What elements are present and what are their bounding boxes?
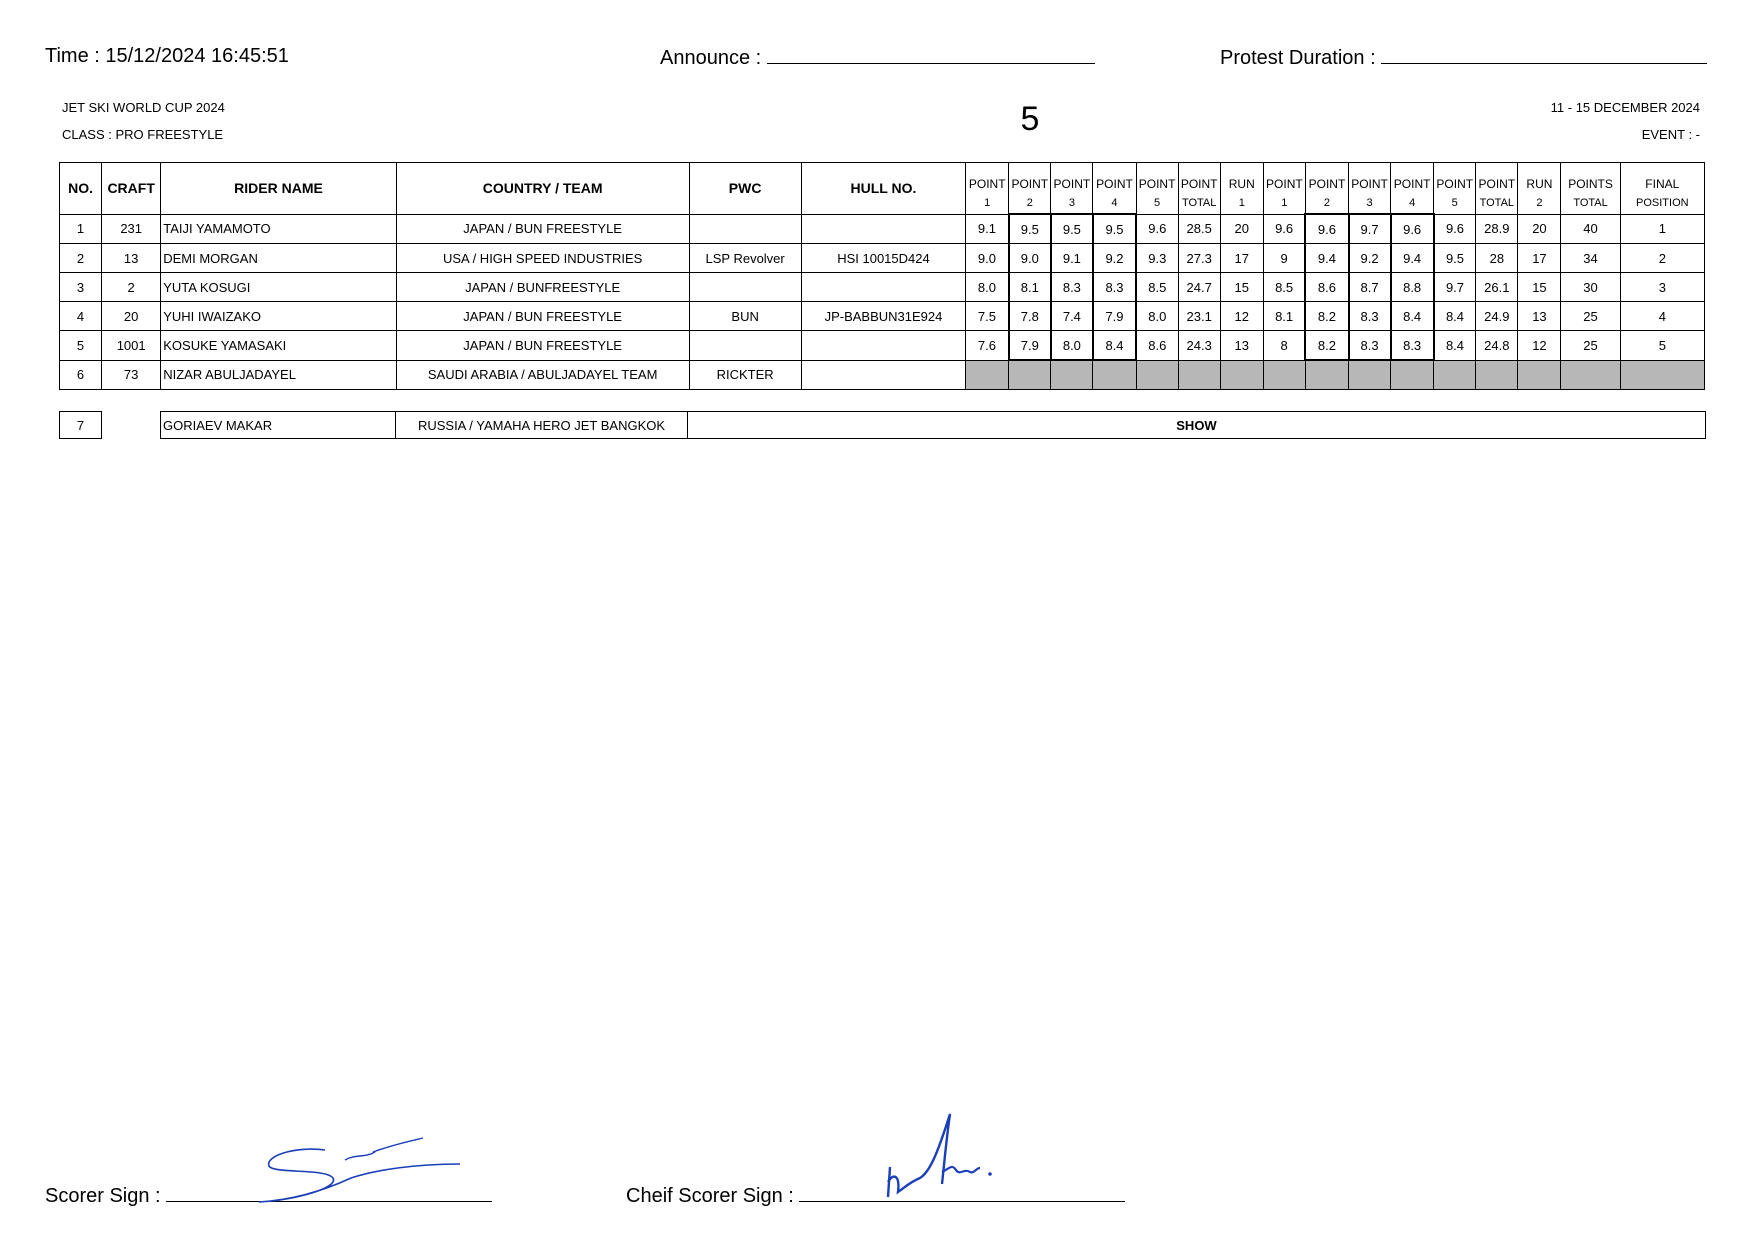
header-country-team: COUNTRY / TEAM	[396, 163, 689, 215]
header-sub: TOTAL	[1178, 193, 1220, 214]
cell-score: 9.6	[1434, 214, 1476, 244]
cell-score: 8.6	[1305, 273, 1348, 302]
cell-run: 12	[1220, 302, 1263, 331]
cell-craft: 20	[102, 302, 161, 331]
header-sub: 5	[1434, 193, 1476, 214]
header-point: POINT	[1476, 163, 1518, 194]
cell-pwc	[689, 331, 801, 361]
cell-run: 17	[1220, 244, 1263, 273]
cell-score: 9.6	[1305, 214, 1348, 244]
cell-no: 3	[60, 273, 102, 302]
header-point: POINT	[1178, 163, 1220, 194]
header-run: RUN	[1220, 163, 1263, 194]
cell-score: 9.4	[1305, 244, 1348, 273]
cell-total: 27.3	[1178, 244, 1220, 273]
cell-score: 8.2	[1305, 302, 1348, 331]
signature-stroke	[942, 1167, 980, 1172]
cell-score: 8.3	[1093, 273, 1136, 302]
cell-score-empty	[1349, 360, 1391, 390]
header-sub: 1	[1263, 193, 1305, 214]
cell-pwc	[689, 214, 801, 244]
event-class: CLASS : PRO FREESTYLE	[62, 127, 224, 142]
cell-rider: TAIJI YAMAMOTO	[161, 214, 397, 244]
cell-score: 9.5	[1434, 244, 1476, 273]
cell-country: JAPAN / BUN FREESTYLE	[396, 214, 689, 244]
cell-points-total: 30	[1561, 273, 1620, 302]
show-entry-table	[59, 411, 1706, 439]
cell-run: 20	[1518, 214, 1561, 244]
cell-country: JAPAN / BUN FREESTYLE	[396, 331, 689, 361]
announce-label: Announce :	[660, 47, 762, 69]
cell-points-total: 34	[1561, 244, 1620, 273]
header-hull-no: HULL NO.	[801, 163, 965, 215]
header-point: POINT	[1051, 163, 1093, 194]
table-row	[60, 412, 1706, 439]
cell-score: 8.3	[1391, 331, 1434, 361]
cell-hull	[801, 360, 965, 390]
header-sub: 5	[1136, 193, 1178, 214]
cell-hull: JP-BABBUN31E924	[801, 302, 965, 331]
cell-score-empty	[1178, 360, 1220, 390]
cell-score-empty	[1263, 360, 1305, 390]
cell-craft: 1001	[102, 331, 161, 361]
chief-scorer-signature	[880, 1112, 1000, 1202]
cell-total: 28.9	[1476, 214, 1518, 244]
table-row	[60, 244, 1705, 273]
cell-score-empty	[1518, 360, 1561, 390]
cell-final-position: 1	[1620, 214, 1704, 244]
cell-total: 28	[1476, 244, 1518, 273]
cell-score: 8.6	[1136, 331, 1178, 361]
cell-score: 9.3	[1136, 244, 1178, 273]
cell-points-total: 25	[1561, 302, 1620, 331]
cell-score: 9.6	[1263, 214, 1305, 244]
time-stamp	[45, 45, 289, 68]
header-sub: 3	[1051, 193, 1093, 214]
header-point: POINT	[1009, 163, 1051, 194]
table-row	[60, 360, 1705, 390]
cell-score: 7.6	[966, 331, 1009, 361]
cell-score-empty	[1305, 360, 1348, 390]
cell-score: 9.0	[1009, 244, 1051, 273]
protest-duration-label: Protest Duration :	[1220, 47, 1376, 69]
announce-blank-line	[767, 45, 1095, 64]
cell-country: RUSSIA / YAMAHA HERO JET BANGKOK	[396, 412, 688, 439]
cell-score: 9.7	[1349, 214, 1391, 244]
cell-rider: NIZAR ABULJADAYEL	[161, 360, 397, 390]
header-point: POINT	[966, 163, 1009, 194]
cell-rider: KOSUKE YAMASAKI	[161, 331, 397, 361]
cell-hull	[801, 331, 965, 361]
header-point: POINT	[1093, 163, 1136, 194]
cell-score: 9.6	[1391, 214, 1434, 244]
cell-score-empty	[1220, 360, 1263, 390]
cell-rider: YUHI IWAIZAKO	[161, 302, 397, 331]
header-sub: 3	[1349, 193, 1391, 214]
cell-score: 8.3	[1349, 331, 1391, 361]
chief-scorer-sign-label: Cheif Scorer Sign :	[626, 1185, 794, 1207]
header-sub: 4	[1391, 193, 1434, 214]
cell-craft: 73	[102, 360, 161, 390]
signature-dot	[988, 1172, 992, 1176]
header-points: POINTS	[1561, 163, 1620, 194]
cell-no: 4	[60, 302, 102, 331]
table-row	[60, 214, 1705, 244]
cell-score: 9	[1263, 244, 1305, 273]
header-run: RUN	[1518, 163, 1561, 194]
cell-points-total: 25	[1561, 331, 1620, 361]
cell-score: 8.4	[1434, 302, 1476, 331]
cell-hull	[801, 273, 965, 302]
cell-score-empty	[1093, 360, 1136, 390]
cell-run: 20	[1220, 214, 1263, 244]
header-sub: 4	[1093, 193, 1136, 214]
cell-run: 17	[1518, 244, 1561, 273]
cell-score: 9.5	[1051, 214, 1093, 244]
cell-run: 12	[1518, 331, 1561, 361]
table-row	[60, 331, 1705, 361]
cell-score: 9.1	[1051, 244, 1093, 273]
cell-score-empty	[1009, 360, 1051, 390]
cell-run: 15	[1220, 273, 1263, 302]
table-row	[60, 302, 1705, 331]
cell-score: 8.7	[1349, 273, 1391, 302]
cell-score: 7.5	[966, 302, 1009, 331]
cell-score: 8.0	[966, 273, 1009, 302]
cell-craft: 231	[102, 214, 161, 244]
cell-country: JAPAN / BUN FREESTYLE	[396, 302, 689, 331]
cell-country: JAPAN / BUNFREESTYLE	[396, 273, 689, 302]
cell-craft: 2	[102, 273, 161, 302]
cell-score: 9.2	[1093, 244, 1136, 273]
cell-total: 28.5	[1178, 214, 1220, 244]
cell-no: 7	[60, 412, 102, 439]
cell-pwc: LSP Revolver	[689, 244, 801, 273]
cell-score: 8.2	[1305, 331, 1348, 361]
cell-points-total: 40	[1561, 214, 1620, 244]
cell-score: 8.4	[1093, 331, 1136, 361]
cell-score: 7.9	[1009, 331, 1051, 361]
cell-rider: DEMI MORGAN	[161, 244, 397, 273]
cell-run: 13	[1220, 331, 1263, 361]
scorer-sign-label: Scorer Sign :	[45, 1185, 161, 1207]
cell-hull	[801, 214, 965, 244]
cell-score: 8.1	[1263, 302, 1305, 331]
cell-score: 8.0	[1136, 302, 1178, 331]
cell-score-empty	[1620, 360, 1704, 390]
cell-score: 8.5	[1263, 273, 1305, 302]
cell-craft	[102, 412, 161, 439]
event-dates: 11 - 15 DECEMBER 2024	[1550, 100, 1700, 115]
cell-score: 8.5	[1136, 273, 1178, 302]
cell-score: 9.2	[1349, 244, 1391, 273]
cell-score: 8	[1263, 331, 1305, 361]
signature-stroke	[888, 1114, 950, 1197]
cell-score: 7.8	[1009, 302, 1051, 331]
header-point: POINT	[1136, 163, 1178, 194]
cell-score: 8.3	[1051, 273, 1093, 302]
cell-score: 7.4	[1051, 302, 1093, 331]
cell-score: 8.4	[1391, 302, 1434, 331]
cell-final-position: 2	[1620, 244, 1704, 273]
header-craft: CRAFT	[102, 163, 161, 215]
cell-total: 24.7	[1178, 273, 1220, 302]
table-row	[60, 273, 1705, 302]
cell-total: 26.1	[1476, 273, 1518, 302]
cell-total: 24.9	[1476, 302, 1518, 331]
cell-no: 2	[60, 244, 102, 273]
header-sub: TOTAL	[1476, 193, 1518, 214]
signature-stroke	[259, 1149, 460, 1202]
cell-final-position: 5	[1620, 331, 1704, 361]
cell-score: 8.3	[1349, 302, 1391, 331]
cell-score: 9.1	[966, 214, 1009, 244]
heat-number: 5	[1020, 100, 1040, 138]
show-status: SHOW	[688, 412, 1706, 439]
cell-score: 9.6	[1136, 214, 1178, 244]
cell-final-position: 4	[1620, 302, 1704, 331]
cell-country: SAUDI ARABIA / ABULJADAYEL TEAM	[396, 360, 689, 390]
announce-field	[660, 45, 1095, 70]
results-body	[60, 214, 1705, 390]
header-no: NO.	[60, 163, 102, 215]
header-point: POINT	[1305, 163, 1348, 194]
cell-pwc: RICKTER	[689, 360, 801, 390]
cell-pwc: BUN	[689, 302, 801, 331]
header-sub: 2	[1518, 193, 1561, 214]
cell-score-empty	[1561, 360, 1620, 390]
cell-score: 9.7	[1434, 273, 1476, 302]
chief-scorer-sign-field	[626, 1183, 1125, 1208]
header-point: POINT	[1434, 163, 1476, 194]
cell-score-empty	[1136, 360, 1178, 390]
header-sub: 1	[966, 193, 1009, 214]
cell-hull: HSI 10015D424	[801, 244, 965, 273]
cell-country: USA / HIGH SPEED INDUSTRIES	[396, 244, 689, 273]
header-sub: 2	[1009, 193, 1051, 214]
cell-score: 7.9	[1093, 302, 1136, 331]
header-sub: 1	[1220, 193, 1263, 214]
header-point: POINT	[1391, 163, 1434, 194]
cell-no: 1	[60, 214, 102, 244]
cell-score: 9.5	[1009, 214, 1051, 244]
cell-score: 8.4	[1434, 331, 1476, 361]
results-table	[59, 162, 1705, 390]
cell-score: 9.4	[1391, 244, 1434, 273]
cell-no: 5	[60, 331, 102, 361]
cell-score-empty	[1051, 360, 1093, 390]
event-label: EVENT : -	[1641, 127, 1700, 142]
header-pwc: PWC	[689, 163, 801, 215]
cell-score: 8.1	[1009, 273, 1051, 302]
cell-total: 24.8	[1476, 331, 1518, 361]
cell-rider: YUTA KOSUGI	[161, 273, 397, 302]
header-final: FINAL	[1620, 163, 1704, 194]
header-rider-name: RIDER NAME	[161, 163, 397, 215]
cell-total: 24.3	[1178, 331, 1220, 361]
cell-run: 13	[1518, 302, 1561, 331]
cell-pwc	[689, 273, 801, 302]
header-sub: 2	[1305, 193, 1348, 214]
header-point: POINT	[1349, 163, 1391, 194]
cell-run: 15	[1518, 273, 1561, 302]
cell-no: 6	[60, 360, 102, 390]
signature-stroke	[345, 1138, 423, 1160]
scorer-signature	[255, 1128, 465, 1208]
header-point: POINT	[1263, 163, 1305, 194]
cell-score: 9.5	[1093, 214, 1136, 244]
cell-score-empty	[1434, 360, 1476, 390]
cell-total: 23.1	[1178, 302, 1220, 331]
cell-score: 8.8	[1391, 273, 1434, 302]
cell-score: 8.0	[1051, 331, 1093, 361]
cell-score: 9.0	[966, 244, 1009, 273]
cell-score-empty	[1476, 360, 1518, 390]
cell-score-empty	[1391, 360, 1434, 390]
cell-craft: 13	[102, 244, 161, 273]
time-label: Time : 15/12/2024 16:45:51	[45, 45, 289, 67]
cell-final-position: 3	[1620, 273, 1704, 302]
cell-rider: GORIAEV MAKAR	[161, 412, 396, 439]
header-sub: POSITION	[1620, 193, 1704, 214]
cell-score-empty	[966, 360, 1009, 390]
protest-field	[1220, 45, 1707, 70]
event-name: JET SKI WORLD CUP 2024	[62, 100, 225, 115]
protest-blank-line	[1381, 45, 1707, 64]
header-sub: TOTAL	[1561, 193, 1620, 214]
